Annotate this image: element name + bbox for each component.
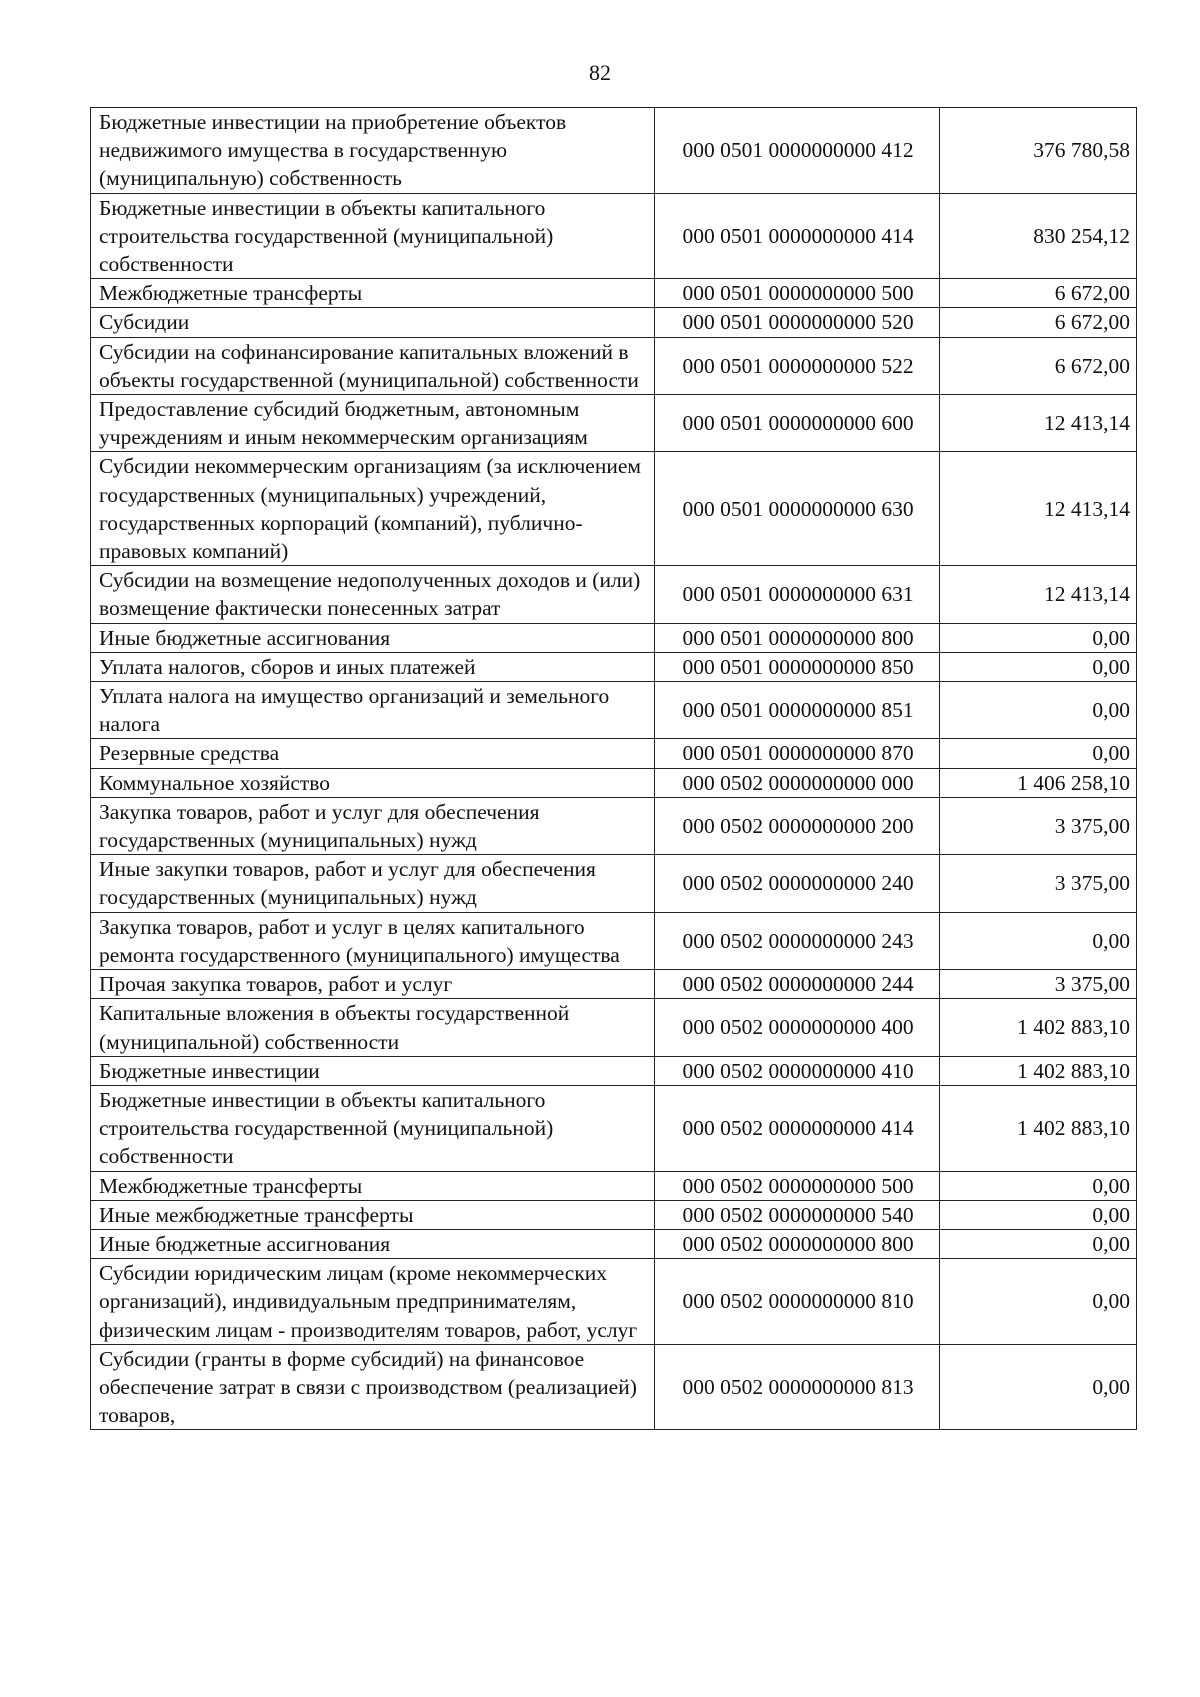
row-amount-cell: 12 413,14 xyxy=(940,566,1137,623)
row-code-cell: 000 0501 0000000000 631 xyxy=(655,566,940,623)
table-row xyxy=(91,108,1137,194)
row-code-cell: 000 0501 0000000000 500 xyxy=(655,279,940,308)
row-code-cell: 000 0501 0000000000 630 xyxy=(655,452,940,566)
row-amount-cell: 6 672,00 xyxy=(940,279,1137,308)
table-row xyxy=(91,1200,1137,1229)
row-code-cell: 000 0501 0000000000 600 xyxy=(655,395,940,452)
row-code-cell: 000 0501 0000000000 850 xyxy=(655,652,940,681)
budget-table xyxy=(90,107,1137,1430)
row-amount-cell: 0,00 xyxy=(940,1171,1137,1200)
table-row xyxy=(91,912,1137,969)
row-code-cell: 000 0502 0000000000 414 xyxy=(655,1085,940,1171)
row-amount-cell: 0,00 xyxy=(940,623,1137,652)
row-name-cell: Субсидии на возмещение недополученных доходов и (или) возмещение фактически понесенных затрат xyxy=(91,566,655,623)
row-name-cell: Бюджетные инвестиции xyxy=(91,1056,655,1085)
row-name-cell: Субсидии юридическим лицам (кроме некоммерческих организаций), индивидуальным предпринимателям, физическим лицам - производителям товаров, работ, услуг xyxy=(91,1259,655,1345)
row-name-cell: Уплата налогов, сборов и иных платежей xyxy=(91,652,655,681)
row-code-cell: 000 0502 0000000000 540 xyxy=(655,1200,940,1229)
table-row xyxy=(91,999,1137,1056)
row-code-cell: 000 0502 0000000000 800 xyxy=(655,1229,940,1258)
row-name-cell: Предоставление субсидий бюджетным, автономным учреждениям и иным некоммерческим организациям xyxy=(91,395,655,452)
row-code-cell: 000 0502 0000000000 500 xyxy=(655,1171,940,1200)
row-amount-cell: 6 672,00 xyxy=(940,337,1137,394)
table-row xyxy=(91,797,1137,854)
row-amount-cell: 0,00 xyxy=(940,682,1137,739)
row-name-cell: Иные бюджетные ассигнования xyxy=(91,1229,655,1258)
row-amount-cell: 3 375,00 xyxy=(940,970,1137,999)
row-name-cell: Межбюджетные трансферты xyxy=(91,1171,655,1200)
table-row xyxy=(91,337,1137,394)
table-row xyxy=(91,395,1137,452)
row-name-cell: Прочая закупка товаров, работ и услуг xyxy=(91,970,655,999)
table-row xyxy=(91,1171,1137,1200)
row-name-cell: Закупка товаров, работ и услуг в целях капитального ремонта государственного (муниципального) имущества xyxy=(91,912,655,969)
row-name-cell: Бюджетные инвестиции в объекты капитального строительства государственной (муниципальной) собственности xyxy=(91,193,655,279)
row-amount-cell: 0,00 xyxy=(940,739,1137,768)
row-name-cell: Субсидии (гранты в форме субсидий) на финансовое обеспечение затрат в связи с производством (реализацией) товаров, xyxy=(91,1344,655,1430)
row-code-cell: 000 0501 0000000000 800 xyxy=(655,623,940,652)
row-code-cell: 000 0502 0000000000 410 xyxy=(655,1056,940,1085)
row-code-cell: 000 0502 0000000000 244 xyxy=(655,970,940,999)
table-row xyxy=(91,623,1137,652)
table-row xyxy=(91,1056,1137,1085)
row-amount-cell: 0,00 xyxy=(940,1344,1137,1430)
row-code-cell: 000 0501 0000000000 412 xyxy=(655,108,940,194)
row-code-cell: 000 0502 0000000000 813 xyxy=(655,1344,940,1430)
row-amount-cell: 12 413,14 xyxy=(940,452,1137,566)
table-row xyxy=(91,970,1137,999)
row-name-cell: Бюджетные инвестиции в объекты капитального строительства государственной (муниципальной) собственности xyxy=(91,1085,655,1171)
row-code-cell: 000 0501 0000000000 522 xyxy=(655,337,940,394)
row-code-cell: 000 0501 0000000000 870 xyxy=(655,739,940,768)
table-row xyxy=(91,1229,1137,1258)
table-row xyxy=(91,1085,1137,1171)
row-amount-cell: 3 375,00 xyxy=(940,797,1137,854)
row-code-cell: 000 0502 0000000000 200 xyxy=(655,797,940,854)
row-amount-cell: 0,00 xyxy=(940,1229,1137,1258)
table-row xyxy=(91,308,1137,337)
row-name-cell: Капитальные вложения в объекты государственной (муниципальной) собственности xyxy=(91,999,655,1056)
table-row xyxy=(91,279,1137,308)
row-code-cell: 000 0502 0000000000 000 xyxy=(655,768,940,797)
row-name-cell: Субсидии xyxy=(91,308,655,337)
row-name-cell: Иные закупки товаров, работ и услуг для обеспечения государственных (муниципальных) нужд xyxy=(91,855,655,912)
row-name-cell: Коммунальное хозяйство xyxy=(91,768,655,797)
row-amount-cell: 3 375,00 xyxy=(940,855,1137,912)
table-row xyxy=(91,452,1137,566)
table-row xyxy=(91,1259,1137,1345)
row-amount-cell: 6 672,00 xyxy=(940,308,1137,337)
row-name-cell: Бюджетные инвестиции на приобретение объектов недвижимого имущества в государственную (муниципальную) собственность xyxy=(91,108,655,194)
row-amount-cell: 12 413,14 xyxy=(940,395,1137,452)
row-name-cell: Резервные средства xyxy=(91,739,655,768)
row-name-cell: Закупка товаров, работ и услуг для обеспечения государственных (муниципальных) нужд xyxy=(91,797,655,854)
row-name-cell: Иные межбюджетные трансферты xyxy=(91,1200,655,1229)
row-code-cell: 000 0501 0000000000 520 xyxy=(655,308,940,337)
table-row xyxy=(91,682,1137,739)
row-amount-cell: 0,00 xyxy=(940,652,1137,681)
table-row xyxy=(91,855,1137,912)
row-amount-cell: 376 780,58 xyxy=(940,108,1137,194)
row-amount-cell: 1 402 883,10 xyxy=(940,1085,1137,1171)
row-name-cell: Уплата налога на имущество организаций и земельного налога xyxy=(91,682,655,739)
page-number: 82 xyxy=(589,60,611,85)
table-row xyxy=(91,1344,1137,1430)
table-row xyxy=(91,739,1137,768)
row-amount-cell: 0,00 xyxy=(940,912,1137,969)
row-code-cell: 000 0502 0000000000 243 xyxy=(655,912,940,969)
row-name-cell: Субсидии на софинансирование капитальных вложений в объекты государственной (муниципальной) собственности xyxy=(91,337,655,394)
row-code-cell: 000 0501 0000000000 851 xyxy=(655,682,940,739)
row-name-cell: Субсидии некоммерческим организациям (за исключением государственных (муниципальных) учреждений, государственных корпораций (компаний), публично-правовых компаний) xyxy=(91,452,655,566)
row-code-cell: 000 0502 0000000000 810 xyxy=(655,1259,940,1345)
row-amount-cell: 1 406 258,10 xyxy=(940,768,1137,797)
table-row xyxy=(91,566,1137,623)
row-code-cell: 000 0501 0000000000 414 xyxy=(655,193,940,279)
row-amount-cell: 0,00 xyxy=(940,1259,1137,1345)
row-amount-cell: 830 254,12 xyxy=(940,193,1137,279)
table-row xyxy=(91,193,1137,279)
row-code-cell: 000 0502 0000000000 240 xyxy=(655,855,940,912)
row-name-cell: Иные бюджетные ассигнования xyxy=(91,623,655,652)
table-row xyxy=(91,652,1137,681)
row-amount-cell: 1 402 883,10 xyxy=(940,999,1137,1056)
row-name-cell: Межбюджетные трансферты xyxy=(91,279,655,308)
row-amount-cell: 1 402 883,10 xyxy=(940,1056,1137,1085)
row-amount-cell: 0,00 xyxy=(940,1200,1137,1229)
table-row xyxy=(91,768,1137,797)
row-code-cell: 000 0502 0000000000 400 xyxy=(655,999,940,1056)
